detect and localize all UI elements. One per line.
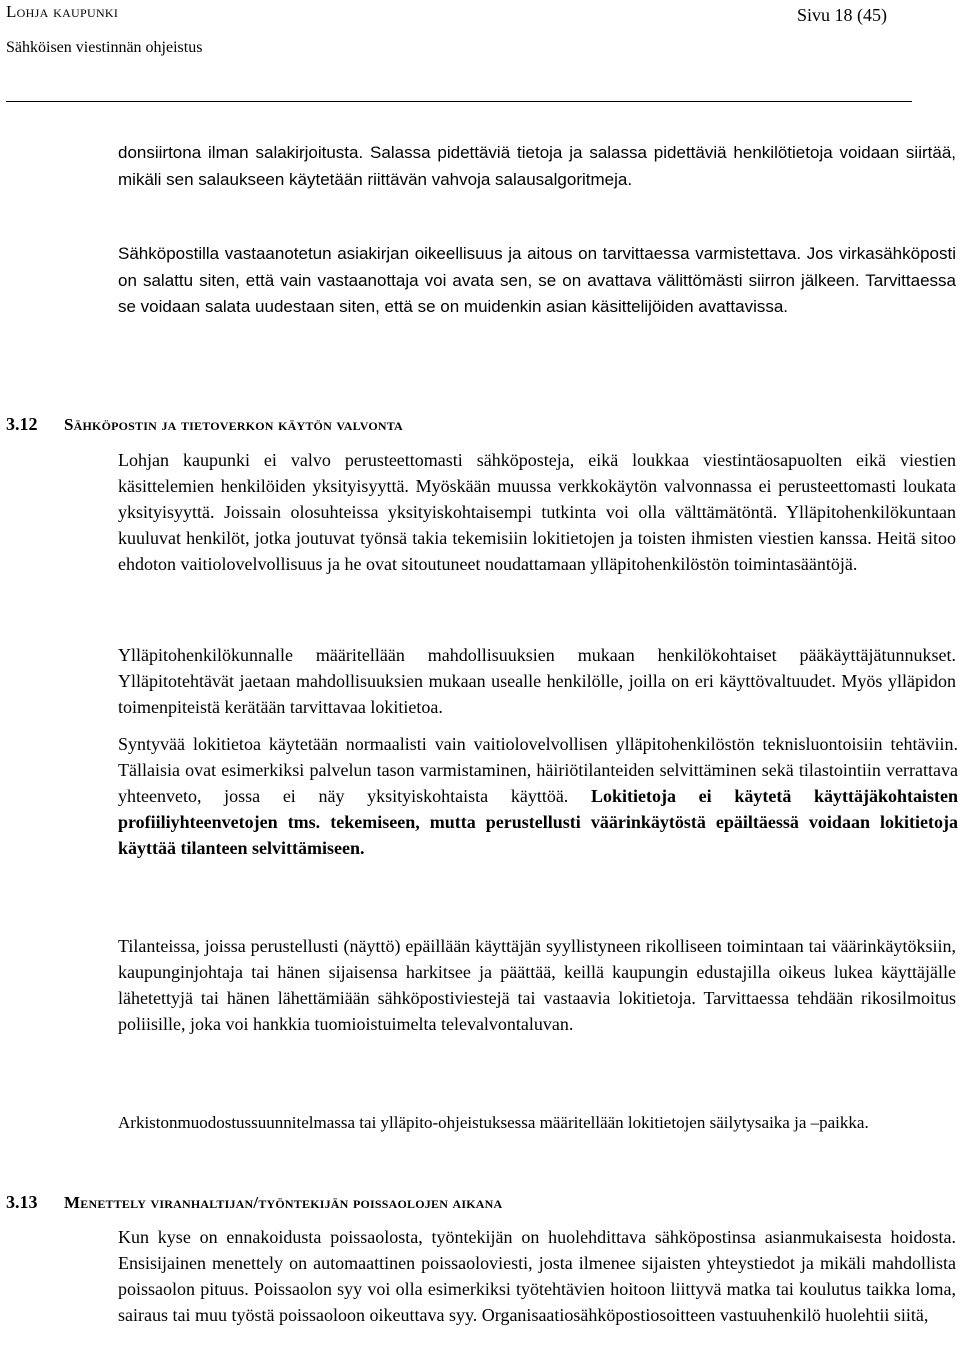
section-number: 3.13 [6, 1192, 38, 1212]
section-heading-3-13 [6, 1190, 502, 1215]
section-title: Sähköpostin ja tietoverkon käytön valvonta [64, 415, 403, 434]
section-3-12-paragraph-4: Tilanteissa, joissa perustellusti (näyttö) epäillään käyttäjän syyllistyneen rikolliseen toimintaan tai väärinkäytöksiin, kaupunginjohtaja tai hänen sijaisensa harkitsee ja päättää, keillä kaupungin edustajilla oikeus lukea käyttäjälle lähetettyjä tai hänen lähettämiään sähköpostiviestejä tai vastaavia lokitietoja. Tarvittaessa tehdään rikosilmoitus poliisille, joka voi hankkia tuomioistuimelta televalvontaluvan. [118, 936, 956, 1034]
header-subtitle: Sähköisen viestinnän ohjeistus [6, 39, 203, 56]
section-number: 3.12 [6, 414, 38, 434]
intro-paragraph-1: donsiirtona ilman salakirjoitusta. Salassa pidettäviä tietoja ja salassa pidettäviä henkilötietoja voidaan siirtää, mikäli sen salaukseen käytetään riittävän vahvoja salausalgoritmeja. [118, 143, 956, 189]
paragraph-bold-text: Lokitietoja ei käytetä käyttäjäkohtaisten profiiliyhteenvetojen tms. tekemiseen, mutta perustellusti väärinkäytöstä epäiltäessä voidaan lokitietoja käyttää tilanteen selvittämiseen. [118, 786, 959, 858]
paragraph-normal-text: Syntyvää lokitietoa käytetään normaalisti vain vaitiolovelvollisen ylläpitohenkilöstön teknisluontoisiin tehtäviin. Tällaisia ovat esimerkiksi palvelun tason varmistaminen, häiriötilanteiden selvittäminen sekä tilastointiin verrattava yhteenveto, jossa ei näy yksityiskohtaista käyttöä. [118, 734, 958, 806]
section-3-12-paragraph-1: Lohjan kaupunki ei valvo perusteettomasti sähköposteja, eikä loukkaa viestintäosapuolten eikä viestien käsittelemien henkilöiden yksityisyyttä. Myöskään muussa verkkokäytön valvonnassa ei perusteettomasti loukata yksityisyyttä. Joissain olosuhteissa yksityiskohtaisempi tutkinta voi olla välttämätöntä. Ylläpitohenkilökuntaan kuuluvat henkilöt, jotka joutuvat työnsä takia tekemisiin lokitietojen ja toisten ihmisten viestien kanssa. Heitä sitoo ehdoton vaitiolovelvollisuus ja he ovat sitoutuneet noudattamaan ylläpitohenkilöstön toimintasääntöjä. [118, 450, 956, 574]
section-3-12-paragraph-2: Ylläpitohenkilökunnalle määritellään mahdollisuuksien mukaan henkilökohtaiset pääkäyttäjätunnukset. Ylläpitotehtävät jaetaan mahdollisuuksien mukaan usealle henkilölle, joilla on eri käyttövaltuudet. Myös ylläpidon toimenpiteistä kerätään tarvittavaa lokitietoa. [118, 645, 956, 717]
section-3-13-paragraph-1: Kun kyse on ennakoidusta poissaolosta, työntekijän on huolehdittava sähköpostinsa asianmukaisesta hoidosta. Ensisijainen menettely on automaattinen poissaoloviesti, josta ilmenee sijaisten yhteystiedot ja mikäli mahdollista poissaolon pituus. Poissaolon syy voi olla esimerkiksi työtehtävien hoitoon liittyvä matka tai koulutus taikka loma, sairaus tai muu työstä poissaoloon oikeuttava syy. Organisaatiosähköpostiosoitteen vastuuhenkilö huolehtii siitä, [118, 1227, 956, 1325]
header-divider [6, 101, 912, 102]
section-3-12-paragraph-3 [118, 731, 958, 861]
section-title: Menettely viranhaltijan/työntekijän poissaolojen aikana [64, 1193, 503, 1212]
section-heading-3-12 [6, 412, 403, 437]
section-3-12-paragraph-5: Arkistonmuodostussuunnitelmassa tai ylläpito-ohjeistuksessa määritellään lokitietojen säilytysaika ja –paikka. [118, 1113, 869, 1132]
header-page-number: Sivu 18 (45) [797, 5, 887, 25]
header-organization: Lohja kaupunki [6, 2, 119, 21]
intro-paragraph-2: Sähköpostilla vastaanotetun asiakirjan oikeellisuus ja aitous on tarvittaessa varmistettava. Jos virkasähköposti on salattu siten, että vain vastaanottaja voi avata sen, se on avattava välittömästi siirron jälkeen. Tarvittaessa se voidaan salata uudestaan siten, että se on muidenkin asian käsittelijöiden avattavissa. [118, 244, 956, 316]
